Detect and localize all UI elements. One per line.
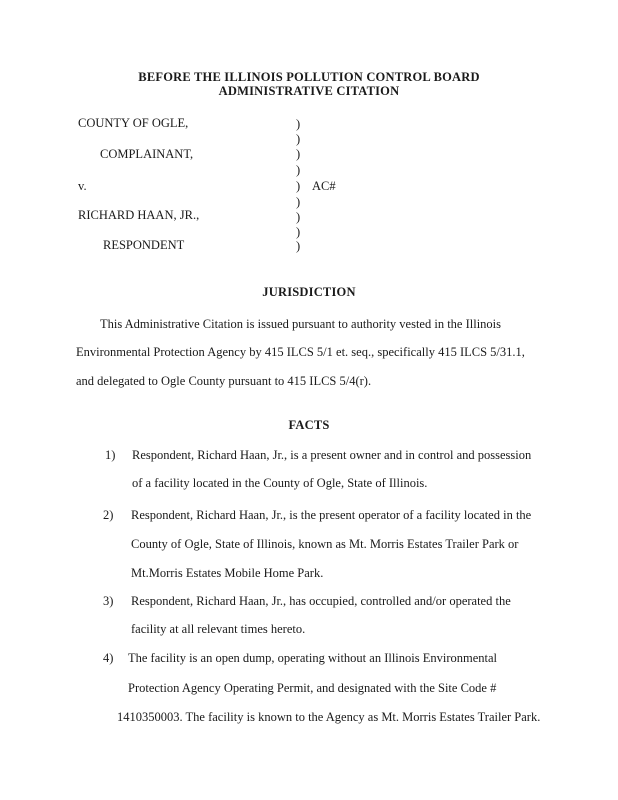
caption-paren: ) [296, 179, 301, 193]
fact-line: Respondent, Richard Haan, Jr., has occupied, controlled and/or operated the [131, 594, 511, 608]
jurisdiction-heading: JURISDICTION [262, 285, 356, 299]
fact-line: Protection Agency Operating Permit, and designated with the Site Code # [128, 681, 497, 695]
caption-paren: ) [296, 147, 301, 161]
fact-line: 1410350003. The facility is known to the Agency as Mt. Morris Estates Trailer Park. [117, 710, 541, 724]
respondent-name: RICHARD HAAN, JR., [78, 208, 200, 222]
fact-line: The facility is an open dump, operating without an Illinois Environmental [128, 651, 498, 665]
complainant-name: COUNTY OF OGLE, [78, 116, 189, 130]
complainant-role: COMPLAINANT, [100, 147, 194, 161]
caption-paren: ) [296, 225, 301, 239]
caption-paren: ) [296, 163, 301, 177]
jurisdiction-line: and delegated to Ogle County pursuant to 415 ILCS 5/4(r). [76, 374, 372, 388]
respondent-role: RESPONDENT [103, 238, 185, 252]
fact-line: Mt.Morris Estates Mobile Home Park. [131, 566, 324, 580]
case-number-label: AC# [312, 179, 336, 193]
caption-paren: ) [296, 239, 301, 253]
fact-line: Respondent, Richard Haan, Jr., is a present owner and in control and possession [132, 448, 532, 462]
caption-paren: ) [296, 132, 301, 146]
board-heading: BEFORE THE ILLINOIS POLLUTION CONTROL BOARD [138, 70, 480, 84]
fact-line: County of Ogle, State of Illinois, known as Mt. Morris Estates Trailer Park or [131, 537, 519, 551]
jurisdiction-line: Environmental Protection Agency by 415 ILCS 5/1 et. seq., specifically 415 ILCS 5/31.1, [76, 345, 525, 359]
jurisdiction-line: This Administrative Citation is issued pursuant to authority vested in the Illinois [100, 317, 502, 331]
fact-number: 1) [105, 448, 116, 462]
document-title: ADMINISTRATIVE CITATION [218, 84, 400, 98]
versus-label: v. [78, 179, 87, 193]
caption-paren: ) [296, 210, 301, 224]
caption-paren: ) [296, 117, 301, 131]
fact-line: Respondent, Richard Haan, Jr., is the present operator of a facility located in the [131, 508, 532, 522]
fact-number: 2) [103, 508, 114, 522]
caption-paren: ) [296, 195, 301, 209]
facts-heading: FACTS [288, 418, 330, 432]
fact-number: 3) [103, 594, 114, 608]
fact-line: of a facility located in the County of Ogle, State of Illinois. [132, 476, 428, 490]
fact-line: facility at all relevant times hereto. [131, 622, 306, 636]
fact-number: 4) [103, 651, 114, 665]
